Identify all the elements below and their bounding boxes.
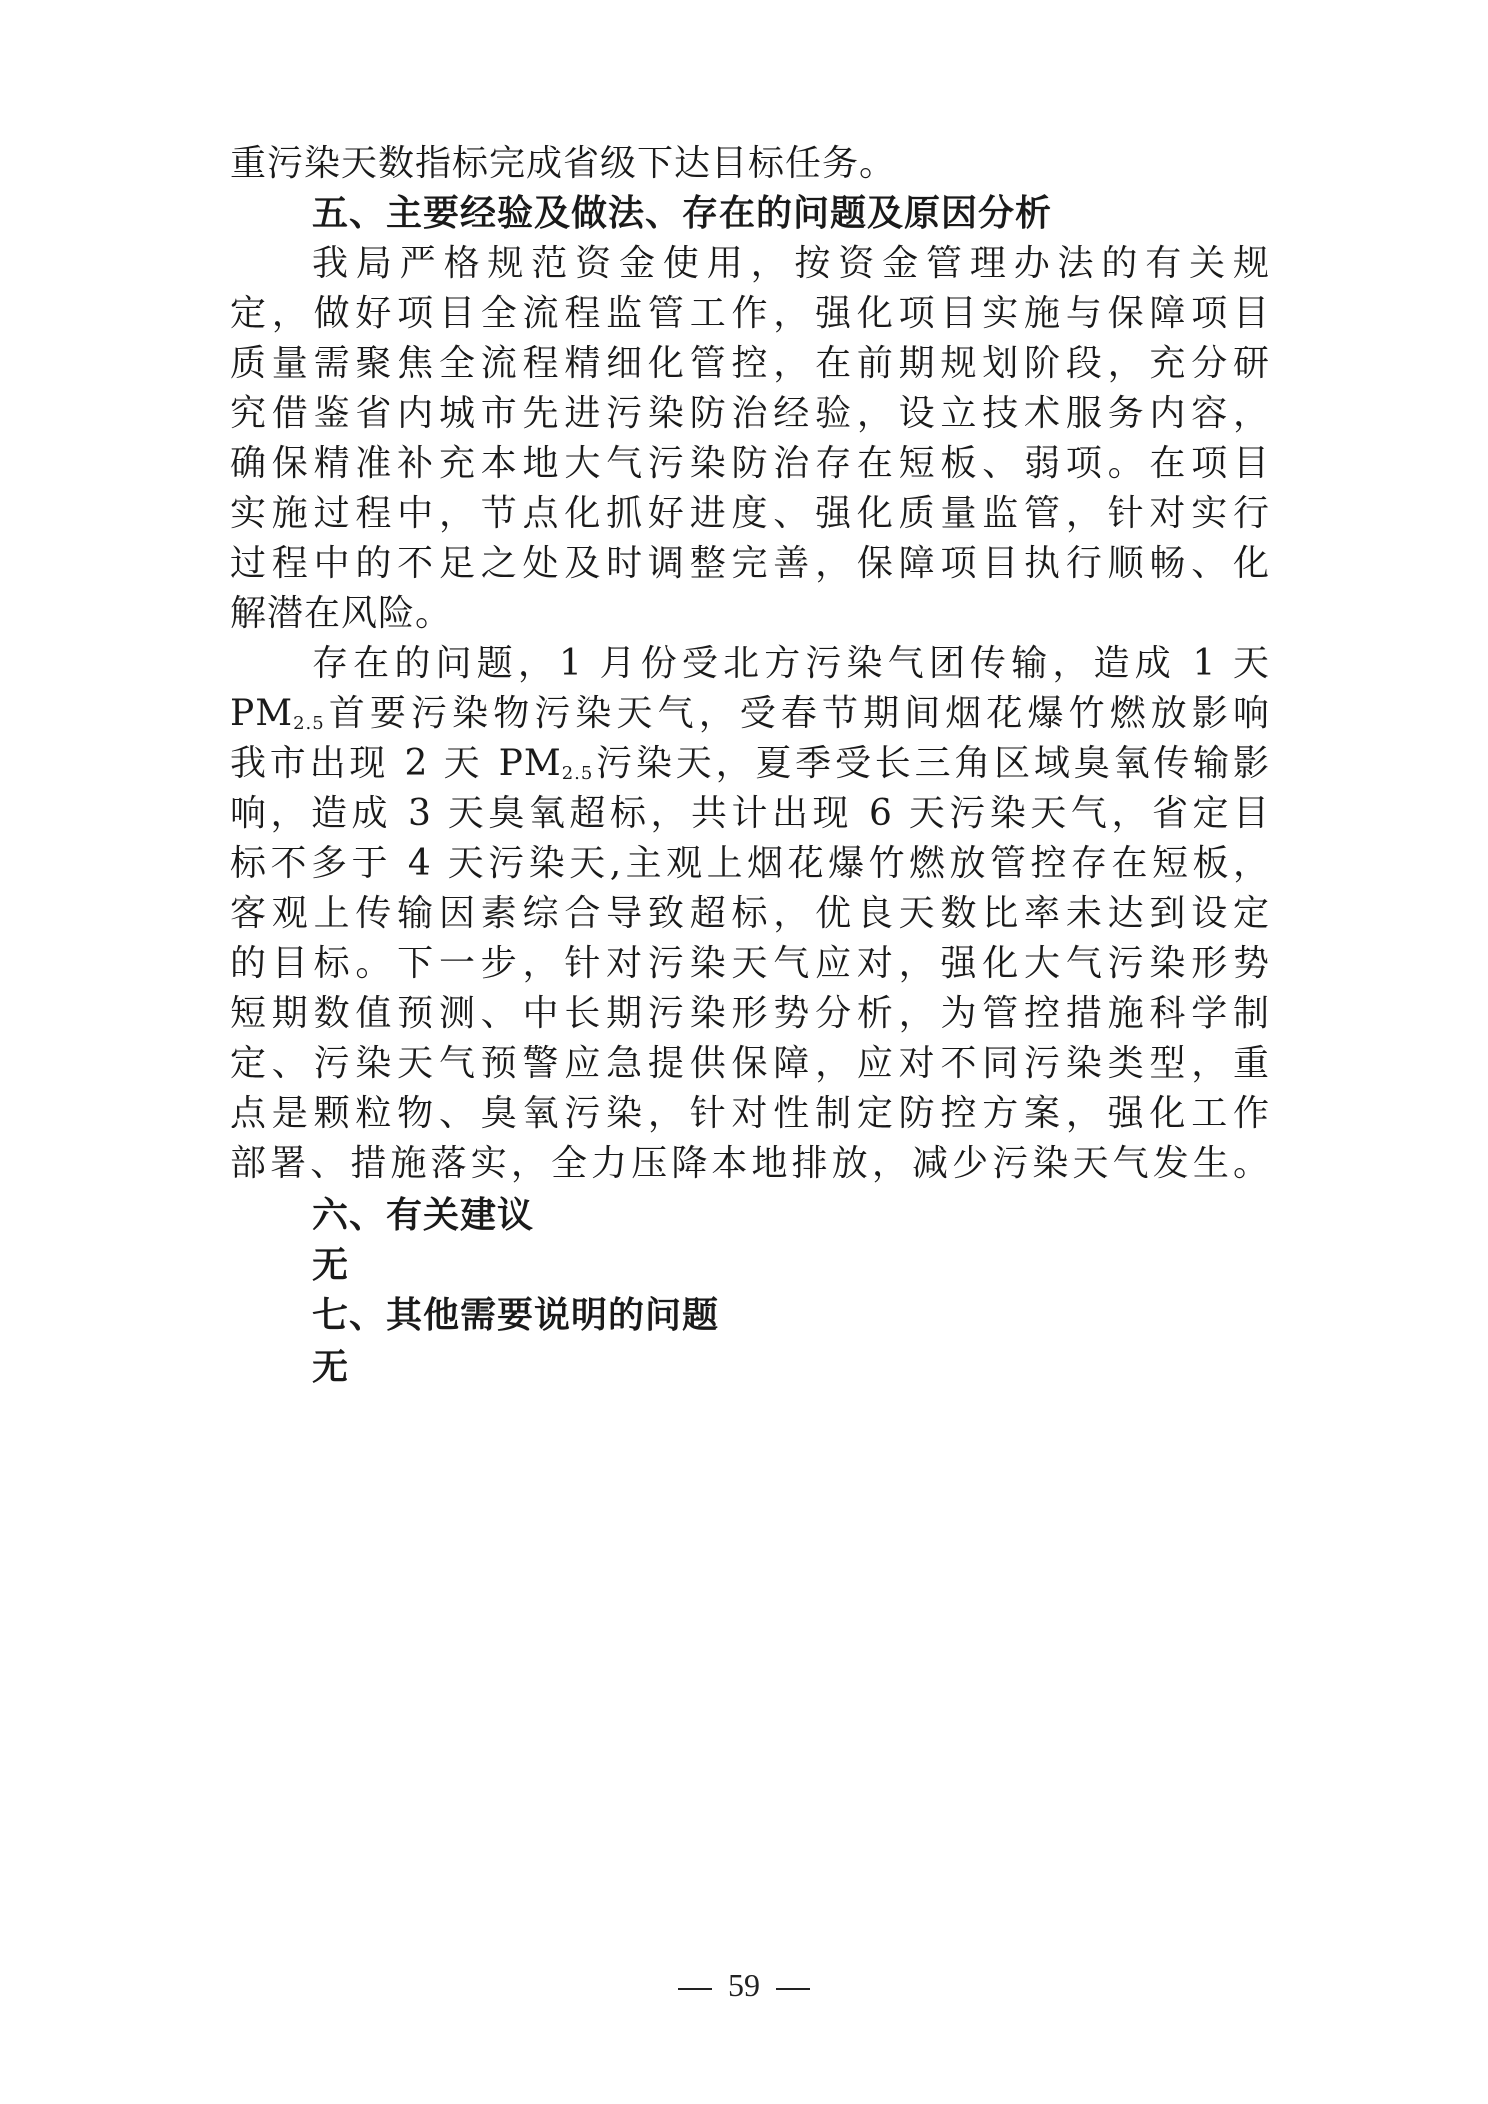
section-heading-7: 七、其他需要说明的问题 [312,1295,720,1336]
page-footer [0,1960,1488,2010]
section-heading-6: 六、有关建议 [312,1195,535,1236]
body-line: 确保精准补充本地大气污染防治存在短板、弱项。在项目 [230,443,1270,484]
body-line: 质量需聚焦全流程精细化管控，在前期规划阶段，充分研 [230,343,1270,384]
body-line: 解潜在风险。 [230,593,453,634]
body-line: 短期数值预测、中长期污染形势分析，为管控措施科学制 [230,993,1270,1034]
body-line: 定、污染天气预警应急提供保障，应对不同污染类型，重 [230,1043,1270,1084]
section-6-body: 无 [312,1245,350,1286]
body-line: 过程中的不足之处及时调整完善，保障项目执行顺畅、化 [230,543,1270,584]
body-line: 点是颗粒物、臭氧污染，针对性制定防控方案，强化工作 [230,1093,1270,1134]
body-line: 部署、措施落实，全力压降本地排放，减少污染天气发生。 [230,1143,1270,1184]
body-line: 的目标。下一步，针对污染天气应对，强化大气污染形势 [230,943,1270,984]
line-text: 首要污染物污染天气，受春节期间烟花爆竹燃放影响 [324,693,1270,734]
pm-subscript: 2.5 [561,763,594,784]
section-7-body: 无 [312,1347,350,1388]
body-line: 存在的问题，1 月份受北方污染气团传输，造成 1 天 [312,643,1270,684]
body-line: 客观上传输因素综合导致超标，优良天数比率未达到设定 [230,893,1270,934]
body-line: 响，造成 3 天臭氧超标，共计出现 6 天污染天气，省定目 [230,793,1270,834]
pm-text: PM [230,693,294,734]
body-line: 标不多于 4 天污染天,主观上烟花爆竹燃放管控存在短板， [230,843,1270,884]
page-number: 59 [728,1967,760,2003]
footer-dash-right [776,1988,810,1990]
line-text: 污染天，夏季受长三角区域臭氧传输影 [593,743,1270,784]
body-line: 实施过程中，节点化抓好进度、强化质量监管，针对实行 [230,493,1270,534]
footer-dash-left [678,1988,712,1990]
section-heading-5: 五、主要经验及做法、存在的问题及原因分析 [312,193,1053,234]
body-line: 定，做好项目全流程监管工作，强化项目实施与保障项目 [230,293,1270,334]
body-line: 究借鉴省内城市先进污染防治经验，设立技术服务内容， [230,393,1270,434]
body-line: 重污染天数指标完成省级下达目标任务。 [230,143,897,184]
body-line: 我局严格规范资金使用，按资金管理办法的有关规 [312,243,1270,284]
pm-subscript: 2.5 [293,713,325,734]
line-text: 我市出现 2 天 PM [230,743,562,784]
